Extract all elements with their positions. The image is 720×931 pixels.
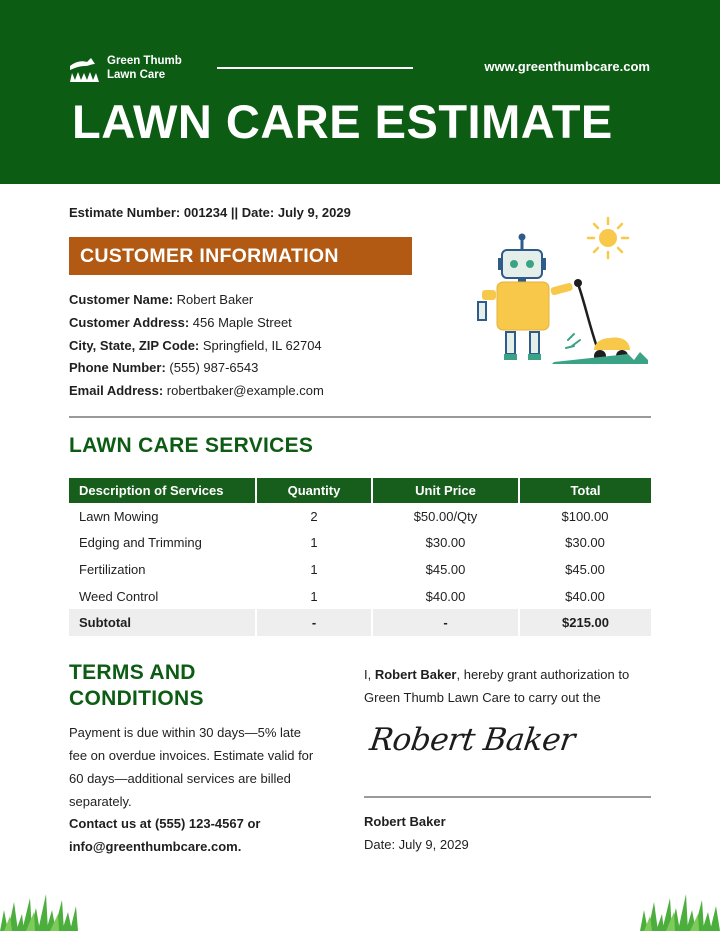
service-quantity: 1: [310, 588, 318, 604]
customer-city: Springfield, IL 62704: [202, 337, 322, 353]
column-header-quantity: Quantity: [256, 478, 372, 503]
service-total: $30.00: [565, 535, 605, 551]
customer-email: robertbaker@example.com: [166, 383, 324, 399]
service-quantity: 1: [310, 561, 318, 577]
service-quantity: 1: [310, 535, 318, 551]
subtotal-unit-price: -: [372, 609, 519, 636]
customer-name-row: [69, 289, 324, 312]
table-row: [69, 530, 651, 557]
customer-phone: (555) 987-6543: [169, 360, 259, 376]
customer-city-row: [69, 335, 324, 358]
authorization-statement: [364, 664, 664, 709]
sun-icon: [588, 218, 628, 258]
column-header-description: Description of Services: [69, 478, 256, 503]
customer-info: [69, 289, 324, 403]
service-unit-price: $40.00: [425, 588, 466, 604]
field-label: Email Address:: [69, 383, 164, 399]
auth-prefix: I,: [364, 667, 375, 682]
field-label: City, State, ZIP Code:: [69, 337, 200, 353]
auth-name: Robert Baker: [374, 667, 457, 682]
subtotal-row: [69, 609, 651, 636]
customer-name: Robert Baker: [176, 292, 254, 307]
services-heading: LAWN CARE SERVICES: [69, 434, 314, 457]
service-total: $45.00: [565, 561, 605, 577]
table-row: [69, 503, 651, 530]
column-header-total: Total: [519, 478, 651, 503]
signature-line: [364, 796, 651, 798]
customer-email-row: [69, 380, 324, 403]
service-description: Lawn Mowing: [79, 508, 159, 524]
website-link[interactable]: www.greenthumbcare.com: [484, 59, 650, 74]
column-header-unit-price: Unit Price: [372, 478, 519, 503]
field-label: Customer Name:: [69, 292, 174, 307]
table-row: [69, 583, 651, 610]
field-label: Customer Address:: [69, 314, 190, 330]
services-table: [69, 478, 651, 636]
service-description: Fertilization: [79, 561, 146, 577]
grass-icon: [640, 880, 720, 931]
terms-body: Payment is due within 30 days—5% late fee on overdue invoices. Estimate valid for 60 days—additional services are billed separately.: [69, 725, 314, 809]
header-banner: [0, 0, 720, 184]
terms-contact: Contact us at (555) 123-4567 or info@greenthumbcare.com.: [69, 816, 261, 854]
customer-info-banner: [69, 237, 412, 275]
subtotal-quantity: -: [256, 609, 372, 636]
logo-icon: [69, 56, 101, 84]
signer-name: Robert Baker: [364, 814, 446, 829]
header-rule: [217, 67, 413, 69]
estimate-number-date: Estimate Number: 001234 || Date: July 9, 2029: [69, 205, 351, 220]
subtotal-label: Subtotal: [69, 609, 256, 636]
customer-info-heading: CUSTOMER INFORMATION: [80, 245, 339, 267]
table-row: [69, 556, 651, 583]
customer-address: 456 Maple Street: [192, 314, 292, 330]
page-title: LAWN CARE ESTIMATE: [72, 95, 613, 148]
brand-logo[interactable]: [69, 54, 189, 88]
service-unit-price: $45.00: [425, 561, 466, 577]
brand-line-2: Lawn Care: [107, 69, 166, 81]
service-quantity: 2: [310, 508, 318, 524]
customer-phone-row: [69, 357, 324, 380]
brand-line-1: Green Thumb: [107, 55, 182, 67]
table-header-row: [69, 478, 651, 503]
signature: Robert Baker: [367, 722, 578, 758]
grass-icon: [0, 880, 80, 931]
service-description: Edging and Trimming: [79, 535, 202, 551]
service-total: $40.00: [565, 588, 605, 604]
brand-name: [107, 54, 182, 82]
service-description: Weed Control: [79, 588, 159, 604]
field-label: Phone Number:: [69, 360, 166, 376]
auth-suffix: , hereby grant authorization to Green Thumb Lawn Care to carry out the: [364, 667, 630, 705]
subtotal-total: $215.00: [519, 609, 651, 636]
robot-mower-illustration: [470, 210, 660, 375]
service-total: $100.00: [561, 508, 609, 524]
section-divider: [69, 416, 651, 418]
service-unit-price: $50.00/Qty: [413, 508, 478, 524]
signature-date: Date: July 9, 2029: [364, 837, 469, 852]
customer-address-row: [69, 312, 324, 335]
terms-heading: TERMS AND CONDITIONS: [69, 661, 204, 710]
service-unit-price: $30.00: [425, 535, 466, 551]
